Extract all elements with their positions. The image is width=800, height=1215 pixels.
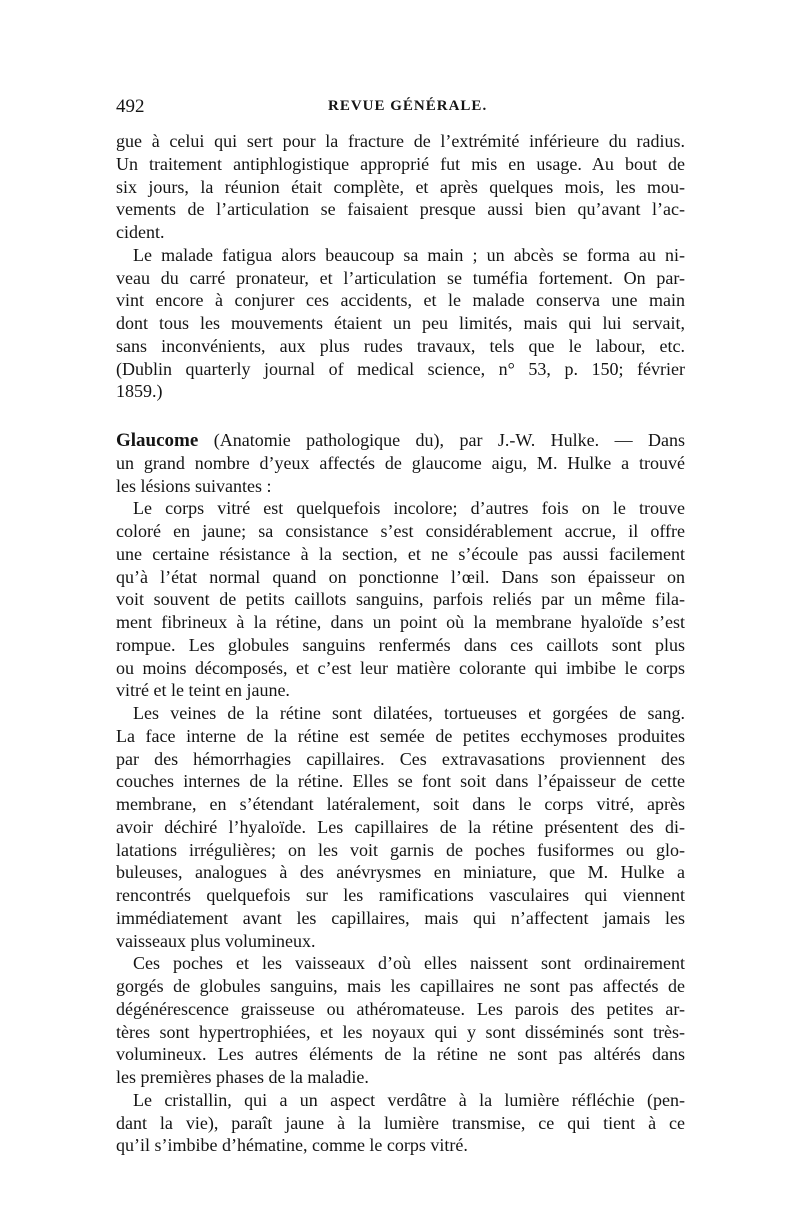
- citation-line: 1859.): [116, 381, 163, 402]
- text-line: les lésions suivantes :: [116, 475, 272, 496]
- page-number: 492: [116, 96, 145, 117]
- text-line: Le corps vitré est quelquefois incolore; d’autres fois on le trouve: [133, 498, 685, 519]
- text-line: vaisseaux plus volumineux.: [116, 930, 316, 951]
- section-heading: Glaucome: [116, 430, 199, 451]
- page-header: [116, 96, 685, 120]
- text-fragment: (Anatomie pathologique du), par J.-W. Hulke. — Dans: [198, 430, 685, 450]
- text-line: vint encore à conjurer ces accidents, et le malade conserva une main: [116, 290, 685, 311]
- text-line: un grand nombre d’yeux affectés de glaucome aigu, M. Hulke a trouvé: [116, 452, 685, 473]
- text-line: gorgés de globules sanguins, mais les capillaires ne sont pas affectés de: [116, 976, 685, 996]
- citation-line: (Dublin quarterly journal of medical science, n° 53, p. 150; février: [116, 358, 685, 379]
- text-line: latations irrégulières; on les voit garnis de poches fusiformes ou glo-: [116, 839, 685, 860]
- text-line: La face interne de la rétine est semée de petites ecchymoses produites: [116, 725, 685, 746]
- text-line: buleuses, analogues à des anévrysmes en miniature, que M. Hulke a: [116, 862, 685, 883]
- text-line: cident.: [116, 222, 165, 242]
- text-line: qu’il s’imbibe d’hématine, comme le corps vitré.: [116, 1135, 468, 1156]
- text-line: ou moins décomposés, et c’est leur matière colorante qui imbibe le corps: [116, 657, 685, 678]
- text-line: qu’à l’état normal quand on ponctionne l’œil. Dans son épaisseur on: [116, 566, 685, 587]
- text-line: tères sont hypertrophiées, et les noyaux qui y sont disséminés sont très-: [116, 1021, 685, 1042]
- text-line: immédiatement avant les capillaires, mais qui n’affectent jamais les: [116, 907, 685, 928]
- text-line: ment fibrineux à la rétine, dans un point où la membrane hyaloïde s’est: [116, 612, 685, 632]
- section-gap: [116, 403, 685, 429]
- text-line: avoir déchiré l’hyaloïde. Les capillaires de la rétine présentent des di-: [116, 816, 685, 837]
- text-line: couches internes de la rétine. Elles se font soit dans l’épaisseur de cette: [116, 771, 685, 792]
- text-line: rompue. Les globules sanguins renfermés dans ces caillots sont plus: [116, 634, 685, 655]
- text-line: les premières phases de la maladie.: [116, 1067, 369, 1087]
- body-text: [116, 130, 685, 1157]
- text-line: sans inconvénients, aux plus rudes travaux, tels que le labour, etc.: [116, 335, 685, 356]
- text-line: rencontrés quelquefois sur les ramifications vasculaires qui viennent: [116, 885, 685, 905]
- text-line: Le malade fatigua alors beaucoup sa main ; un abcès se forma au ni-: [133, 244, 685, 265]
- text-line: dégénérescence graisseuse ou athéromateuse. Les parois des petites ar-: [116, 998, 685, 1019]
- text-line: Les veines de la rétine sont dilatées, tortueuses et gorgées de sang.: [133, 703, 685, 723]
- text-line: veau du carré pronateur, et l’articulation se tuméfia fortement. On par-: [116, 267, 685, 288]
- text-line: une certaine résistance à la section, et ne s’écoule pas aussi facilement: [116, 543, 685, 564]
- text-line: membrane, en s’étendant latéralement, soit dans le corps vitré, après: [116, 794, 685, 814]
- text-line: vements de l’articulation se faisaient presque aussi bien qu’avant l’ac-: [116, 199, 685, 220]
- text-line: vitré et le teint en jaune.: [116, 680, 290, 701]
- text-line: voit souvent de petits caillots sanguins, parfois reliés par un même fila-: [116, 589, 685, 610]
- text-line: dont tous les mouvements étaient un peu limités, mais qui lui servait,: [116, 313, 685, 333]
- text-line: gue à celui qui sert pour la fracture de l’extrémité inférieure du radius.: [116, 131, 685, 151]
- text-line: Le cristallin, qui a un aspect verdâtre à la lumière réfléchie (pen-: [133, 1089, 685, 1110]
- text-line: coloré en jaune; sa consistance s’est considérablement accrue, il offre: [116, 521, 685, 541]
- section-heading-line: [116, 429, 685, 452]
- running-title: REVUE GÉNÉRALE.: [328, 98, 488, 114]
- text-line: par des hémorrhagies capillaires. Ces extravasations proviennent des: [116, 748, 685, 769]
- text-line: six jours, la réunion était complète, et après quelques mois, les mou-: [116, 176, 685, 197]
- text-line: volumineux. Les autres éléments de la rétine ne sont pas altérés dans: [116, 1044, 685, 1065]
- text-line: dant la vie), paraît jaune à la lumière transmise, ce qui tient à ce: [116, 1112, 685, 1133]
- text-line: Ces poches et les vaisseaux d’où elles naissent sont ordinairement: [133, 953, 685, 974]
- text-line: Un traitement antiphlogistique approprié fut mis en usage. Au bout de: [116, 153, 685, 174]
